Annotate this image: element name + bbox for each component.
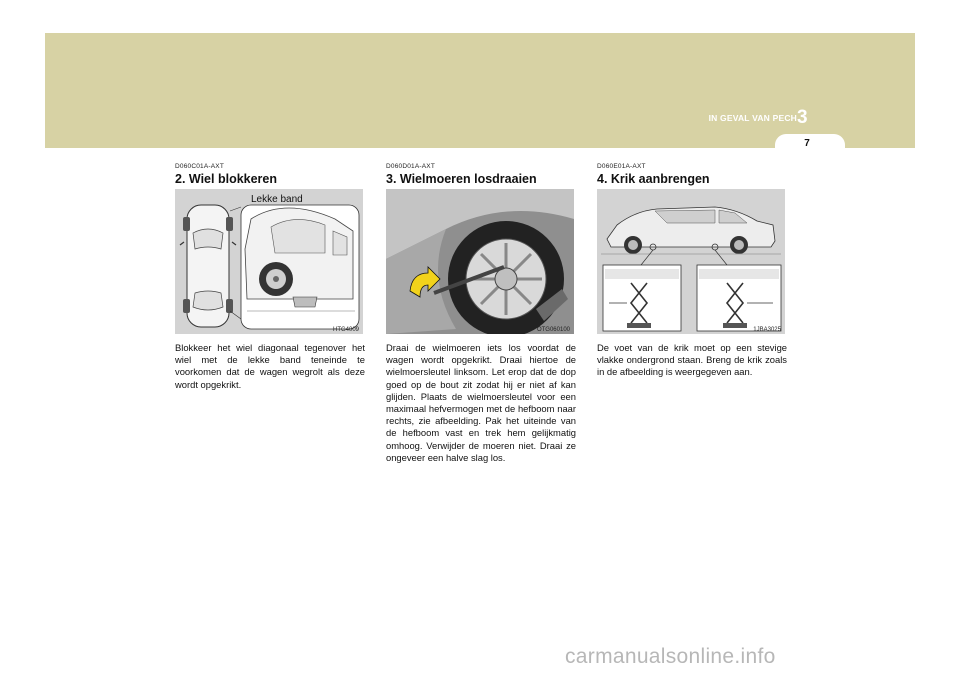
chapter-number: 3 (797, 107, 808, 128)
wheel-nut-illustration (386, 189, 574, 334)
section-body: Blokkeer het wiel diagonaal tegenover het wiel met de lekke band teneinde te voorkomen dat de wagen wegrolt als deze wordt opgekrikt. (175, 342, 365, 390)
section-title: 3. Wielmoeren losdraaien (386, 172, 537, 186)
section-title: 2. Wiel blokkeren (175, 172, 278, 186)
page-number: 7 (804, 138, 810, 149)
section-body: De voet van de krik moet op een stevige vlakke ondergrond staan. Breng de krik zoals in de afbeelding is weergegeven aan. (597, 342, 787, 378)
figure-id: 1JBA3025 (753, 327, 781, 333)
chapter-title: IN GEVAL VAN PECH (708, 113, 797, 123)
section-loosen-wheel-nuts (386, 163, 576, 464)
watermark: carmanualsonline.info (565, 645, 776, 668)
flat-tire-label: Lekke band (251, 194, 303, 205)
section-wheel-blocking (175, 163, 365, 391)
wheel-blocking-illustration (175, 189, 363, 334)
section-place-jack (597, 163, 787, 379)
section-body: Draai de wielmoeren iets los voordat de wagen wordt opgekrikt. Draai hiertoe de wielmoersleutel linksom. Let erop dat de dop goed op de bout zit zodat hij er niet af kan glijden. Plaats de wielmoersleutel voor een maximaal hefvermogen met de hefboom naar rechts, zie afbeelding. Pak het uiteinde van de hefboom vast en trek hem gelijkmatig omhoog. Verwijder de moeren niet. Draai ze ongeveer een halve slag los. (386, 342, 576, 463)
section-title: 4. Krik aanbrengen (597, 172, 710, 186)
jack-placement-illustration (597, 189, 785, 334)
section-code: D060E01A-AXT (597, 163, 646, 170)
section-code: D060C01A-AXT (175, 163, 225, 170)
header-band (45, 33, 915, 148)
section-code: D060D01A-AXT (386, 163, 436, 170)
figure-id: OTG060100 (536, 327, 570, 333)
figure-id: HTG4009 (332, 327, 359, 333)
